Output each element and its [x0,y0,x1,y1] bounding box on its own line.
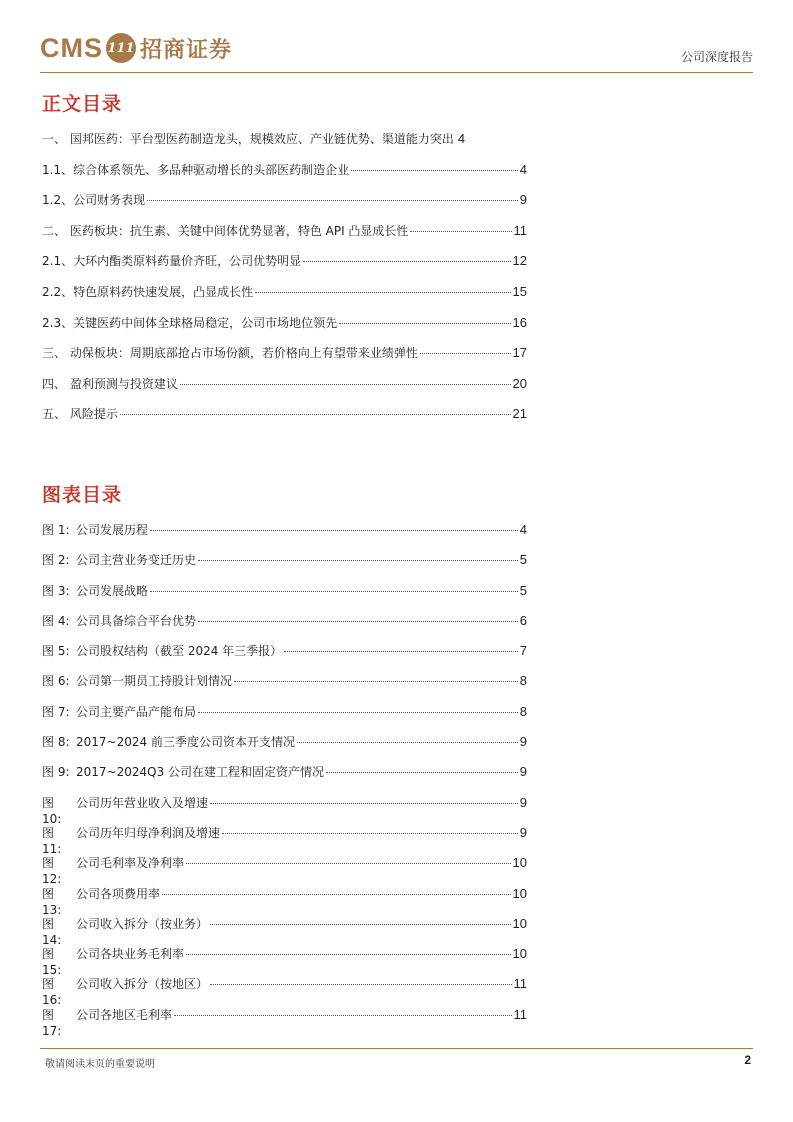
toc-title: 正文目录 [42,93,123,115]
dot-leader [339,323,510,324]
figure-entry[interactable] [42,643,527,673]
dot-leader [198,712,518,713]
dot-leader [186,954,511,955]
figure-number: 图 6: [42,674,70,689]
page-ref: 12 [512,253,527,269]
logo-emblem-icon [106,33,136,63]
page-ref: 10 [512,885,527,901]
figure-number: 图 11: [42,825,62,856]
dot-leader [186,863,511,864]
figure-entry[interactable] [42,704,527,734]
figure-entry-label: 公司历年归母净利润及增速 [76,825,221,840]
dot-leader [150,591,518,592]
page-ref: 6 [519,612,527,628]
figure-entry[interactable] [42,522,527,552]
page-ref: 16 [512,314,527,330]
page-ref: 8 [519,673,527,689]
toc-entry[interactable] [42,345,527,376]
figure-entry-label: 公司收入拆分（按地区） [76,977,209,992]
page-ref: 15 [512,283,527,299]
page-ref: 11 [513,976,527,992]
toc-entry[interactable] [42,406,527,437]
figure-entry-label: 公司各地区毛利率 [76,1007,173,1022]
figure-number: 图 10: [42,795,62,826]
toc-entry[interactable] [42,223,527,254]
figure-number: 图 9: [42,765,70,780]
page-number: 2 [744,1053,751,1067]
toc-entry[interactable] [42,284,527,315]
dot-leader [303,261,510,262]
dot-leader [174,1015,511,1016]
dot-leader [351,170,518,171]
dot-leader [180,384,511,385]
toc-entry[interactable] [42,253,527,284]
page-ref: 9 [519,734,527,750]
figure-entry[interactable] [42,552,527,582]
footer-notice: 敬请阅读末页的重要说明 [45,1059,155,1070]
figure-entry[interactable] [42,795,527,825]
page-ref: 4 [519,522,527,537]
dot-leader [210,984,511,985]
page-ref: 21 [512,406,527,422]
toc-entry-label: 一、 国邦医药：平台型医药制造龙头，规模效应、产业链优势、渠道能力突出 [42,132,454,146]
figure-entry[interactable] [42,886,527,916]
dot-leader [297,742,518,743]
figure-number: 图 5: [42,644,70,659]
toc-entry-label: 二、 医药板块：抗生素、关键中间体优势显著，特色 API 凸显成长性 [42,223,409,238]
toc-entry[interactable] [42,131,527,162]
dot-leader [147,200,518,201]
figure-number: 图 13: [42,886,62,917]
figure-number: 图 12: [42,856,62,887]
figure-number: 图 15: [42,947,62,978]
page-ref: 11 [513,1006,527,1022]
toc-entry-label: 2.1、大环内酯类原料药量价齐旺，公司优势明显 [42,254,302,269]
figure-number: 图 2: [42,553,70,568]
figure-number: 图 4: [42,613,70,628]
figures-title: 图表目录 [42,484,123,506]
logo-mark-text: 111 [107,40,135,56]
cms-logo [40,28,232,68]
page-ref: 7 [519,643,527,659]
toc-entry-label: 五、 风险提示 [42,407,118,422]
figure-entry[interactable] [42,976,527,1006]
page-ref: 5 [519,552,527,568]
page-ref: 8 [519,703,527,719]
figure-entry[interactable] [42,764,527,794]
figure-entry[interactable] [42,583,527,613]
figure-entry-label: 公司主营业务变迁历史 [76,553,197,568]
toc-entry[interactable] [42,315,527,346]
toc-entry[interactable] [42,162,527,193]
dot-leader [120,414,511,415]
page-ref: 10 [512,915,527,931]
figure-entry-label: 2017~2024 前三季度公司资本开支情况 [76,735,295,750]
figure-entry-label: 公司主要产品产能布局 [76,704,197,719]
figure-entry-label: 公司发展战略 [76,583,149,598]
figure-entry[interactable] [42,825,527,855]
toc-entry-label: 三、 动保板块：周期底部抢占市场份额，若价格向上有望带来业绩弹性 [42,346,418,361]
page-ref: 10 [512,946,527,962]
dot-leader [284,651,518,652]
page-ref: 10 [512,855,527,871]
figure-entry-label: 公司历年营业收入及增速 [76,795,209,810]
dot-leader [222,833,518,834]
logo-chinese-text: 招商证券 [140,36,233,63]
footer-divider [40,1048,753,1049]
figure-entry-label: 公司股权结构（截至 2024 年三季报） [76,644,283,659]
page-header [40,26,753,72]
dot-leader [210,924,511,925]
toc-list [42,131,527,437]
dot-leader [198,560,518,561]
figure-number: 图 8: [42,735,70,750]
figure-entry[interactable] [42,855,527,885]
page-ref: 4 [519,161,527,177]
figure-entry[interactable] [42,673,527,703]
toc-entry-label: 2.2、特色原料药快速发展，凸显成长性 [42,284,254,299]
page-ref: 5 [519,582,527,598]
page-ref: 4 [457,131,466,146]
figure-entry[interactable] [42,734,527,764]
dot-leader [162,894,511,895]
dot-leader [234,681,518,682]
figure-entry[interactable] [42,916,527,946]
page-ref: 9 [519,794,527,810]
toc-entry-label: 四、 盈利预测与投资建议 [42,376,178,391]
figure-number: 图 16: [42,977,62,1008]
figure-entry-label: 公司发展历程 [76,523,149,537]
figure-entry-label: 公司第一期员工持股计划情况 [76,674,233,689]
logo-latin-text: CMS [40,32,103,63]
toc-entry[interactable] [42,376,527,407]
figure-entry[interactable] [42,946,527,976]
dot-leader [198,621,518,622]
page-ref: 11 [513,222,527,238]
dot-leader [410,231,511,232]
toc-entry-label: 2.3、关键医药中间体全球格局稳定，公司市场地位领先 [42,315,338,330]
header-divider [40,72,753,73]
figure-number: 图 7: [42,704,70,719]
page-ref: 9 [519,192,527,208]
page-ref: 20 [512,375,527,391]
report-type-label: 公司深度报告 [680,50,753,64]
figure-number: 图 1: [42,523,70,537]
figure-entry[interactable] [42,1007,527,1037]
page-ref: 17 [512,345,527,361]
toc-entry[interactable] [42,192,527,223]
dot-leader [255,292,510,293]
figure-entry-label: 公司各项费用率 [76,886,161,901]
dot-leader [150,530,518,531]
toc-entry-label: 1.2、公司财务表现 [42,193,146,208]
page-ref: 9 [519,824,527,840]
dot-leader [420,353,511,354]
figure-entry[interactable] [42,613,527,643]
page-ref: 9 [519,764,527,780]
figure-list [42,522,527,1037]
dot-leader [326,772,518,773]
figure-entry-label: 公司各块业务毛利率 [76,947,185,962]
toc-entry-label: 1.1、综合体系领先、多品种驱动增长的头部医药制造企业 [42,162,350,177]
figure-number: 图 14: [42,916,62,947]
figure-number: 图 17: [42,1007,62,1038]
figure-entry-label: 公司毛利率及净利率 [76,856,185,871]
figure-entry-label: 公司收入拆分（按业务） [76,916,209,931]
figure-entry-label: 2017~2024Q3 公司在建工程和固定资产情况 [76,765,325,780]
figure-entry-label: 公司具备综合平台优势 [76,613,197,628]
figure-number: 图 3: [42,583,70,598]
dot-leader [210,803,518,804]
